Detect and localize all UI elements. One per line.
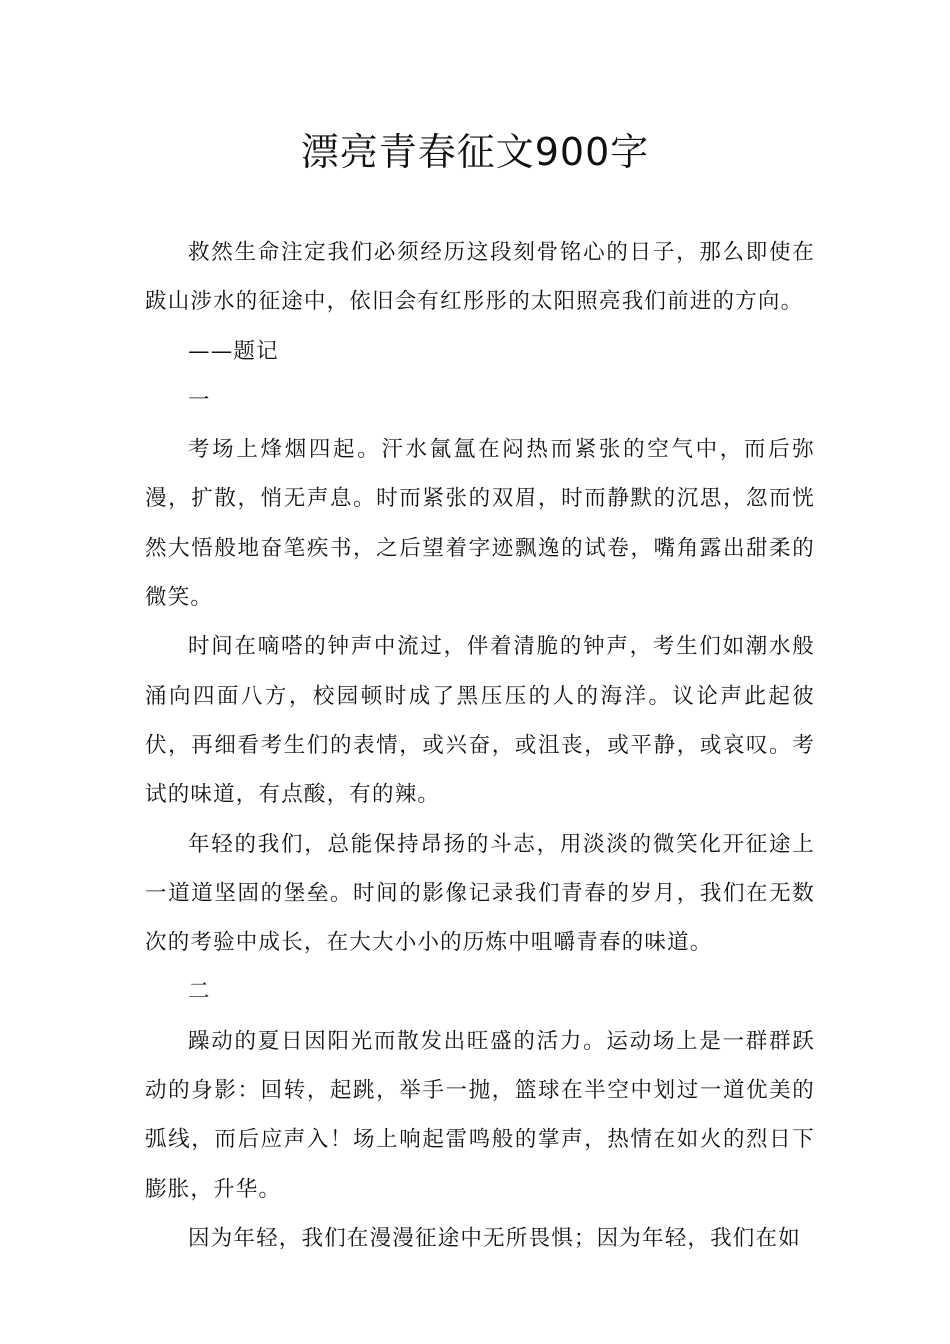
section-heading-one: 一: [188, 387, 211, 413]
document-body: [145, 228, 815, 1263]
paragraph: 考场上烽烟四起。汗水氤氲在闷热而紧张的空气中，而后弥漫，扩散，悄无声息。时而紧张的双眉，时而静默的沉思，忽而恍然大悟般地奋笔疾书，之后望着字迹飘逸的试卷，嘴角露出甜柔的微笑。: [145, 437, 815, 611]
paragraph: 因为年轻，我们在漫漫征途中无所畏惧；因为年轻，我们在如: [188, 1225, 801, 1251]
paragraph-epigraph-attribution: ——题记: [188, 338, 279, 364]
paragraph: 年轻的我们，总能保持昂扬的斗志，用淡淡的微笑化开征途上一道道坚固的堡垒。时间的影像记录我们青春的岁月，我们在无数次的考验中成长，在大大小小的历炼中咀嚼青春的味道。: [145, 831, 815, 956]
document-title: 漂亮青春征文900字: [300, 130, 650, 174]
paragraph-epigraph: 救然生命注定我们必须经历这段刻骨铭心的日子，那么即使在跋山涉水的征途中，依旧会有红彤彤的太阳照亮我们前进的方向。: [145, 240, 815, 315]
section-heading-two: 二: [188, 979, 211, 1005]
paragraph: 躁动的夏日因阳光而散发出旺盛的活力。运动场上是一群群跃动的身影：回转，起跳，举手一抛，篮球在半空中划过一道优美的弧线，而后应声入！场上响起雷鸣般的掌声，热情在如火的烈日下膨胀，升华。: [145, 1028, 815, 1202]
paragraph: 时间在嘀嗒的钟声中流过，伴着清脆的钟声，考生们如潮水般涌向四面八方，校园顿时成了黑压压的人的海洋。议论声此起彼伏，再细看考生们的表情，或兴奋，或沮丧，或平静，或哀叹。考试的味道，有点酸，有的辣。: [145, 634, 815, 808]
